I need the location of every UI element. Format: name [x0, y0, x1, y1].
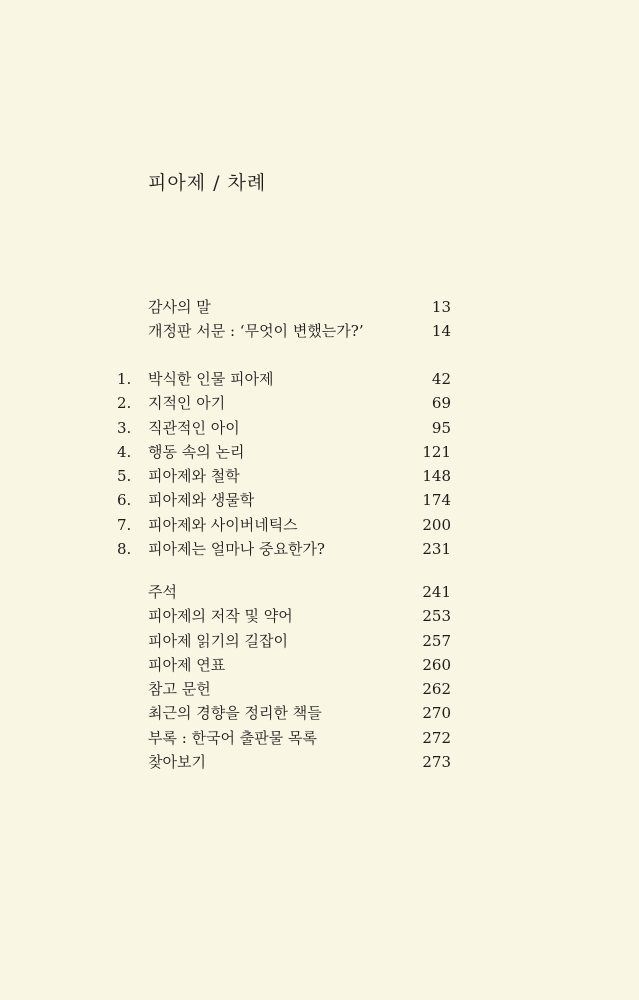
toc-entry-page: 69 [431, 394, 451, 413]
toc-entry-label: 지적인 아기 [148, 394, 226, 413]
toc-entry-label: 박식한 인물 피아제 [148, 370, 274, 388]
toc-entry [0, 750, 639, 774]
toc-entry [0, 629, 639, 653]
toc-entry-label: 피아제의 저작 및 약어 [148, 607, 293, 626]
chapter-number: 5. [117, 467, 132, 486]
toc-entry-label: 찾아보기 [148, 753, 206, 772]
toc-entry-page: 95 [431, 418, 451, 437]
toc-entry [0, 295, 639, 319]
toc-chapter-entry [0, 513, 639, 537]
toc-entry-page: 231 [422, 540, 451, 559]
toc-entry-label: 피아제와 생물학 [148, 491, 255, 510]
toc-entry-page: 241 [422, 583, 451, 601]
chapter-number: 2. [117, 394, 132, 413]
chapter-number: 3. [117, 418, 132, 437]
toc-entry-page: 174 [422, 491, 451, 510]
toc-chapter-entry [0, 416, 639, 440]
front-matter-list [0, 295, 639, 344]
toc-entry-label: 주석 [148, 583, 177, 601]
toc-entry-page: 200 [422, 515, 451, 534]
toc-entry-label: 최근의 경향을 정리한 책들 [148, 704, 322, 723]
toc-chapter-entry [0, 367, 639, 391]
toc-entry [0, 604, 639, 628]
toc-entry-page: 262 [422, 680, 451, 699]
back-matter-list [0, 580, 639, 774]
toc-entry [0, 653, 639, 677]
toc-chapter-entry [0, 537, 639, 561]
toc-entry-label: 감사의 말 [148, 298, 211, 316]
toc-entry-label: 피아제와 사이버네틱스 [148, 515, 298, 534]
toc-chapter-entry [0, 464, 639, 488]
toc-chapter-entry [0, 440, 639, 464]
toc-entry [0, 726, 639, 750]
toc-entry-label: 피아제와 철학 [148, 467, 240, 486]
toc-chapter-entry [0, 391, 639, 415]
toc-entry [0, 701, 639, 725]
toc-entry [0, 580, 639, 604]
chapter-number: 1. [117, 370, 132, 388]
toc-entry-page: 253 [422, 607, 451, 626]
toc-entry-label: 개정판 서문 : ‘무엇이 변했는가?’ [148, 322, 364, 341]
toc-entry-page: 13 [431, 298, 451, 316]
toc-entry [0, 677, 639, 701]
toc-entry-page: 260 [422, 655, 451, 674]
toc-chapter-entry [0, 488, 639, 512]
toc-entry-page: 273 [422, 753, 451, 772]
toc-entry-label: 직관적인 아이 [148, 418, 240, 437]
toc-entry-page: 148 [422, 467, 451, 486]
chapter-number: 4. [117, 442, 132, 461]
toc-entry-label: 피아제는 얼마나 중요한가? [148, 540, 325, 559]
toc-entry-page: 272 [422, 728, 451, 747]
page-title: 피아제 / 차례 [148, 172, 267, 194]
toc-entry-page: 257 [422, 631, 451, 650]
chapter-number: 8. [117, 540, 132, 559]
toc-entry-label: 피아제 읽기의 길잡이 [148, 631, 288, 650]
toc-entry-label: 참고 문헌 [148, 680, 211, 699]
chapter-number: 7. [117, 515, 132, 534]
chapter-list [0, 367, 639, 561]
toc-entry-label: 부록 : 한국어 출판물 목록 [148, 728, 318, 747]
toc-entry-page: 14 [431, 322, 451, 341]
chapter-number: 6. [117, 491, 132, 510]
toc-entry-label: 피아제 연표 [148, 655, 226, 674]
toc-entry [0, 319, 639, 343]
toc-entry-label: 행동 속의 논리 [148, 442, 245, 461]
toc-entry-page: 270 [422, 704, 451, 723]
toc-entry-page: 121 [422, 442, 451, 461]
toc-entry-page: 42 [431, 370, 451, 388]
